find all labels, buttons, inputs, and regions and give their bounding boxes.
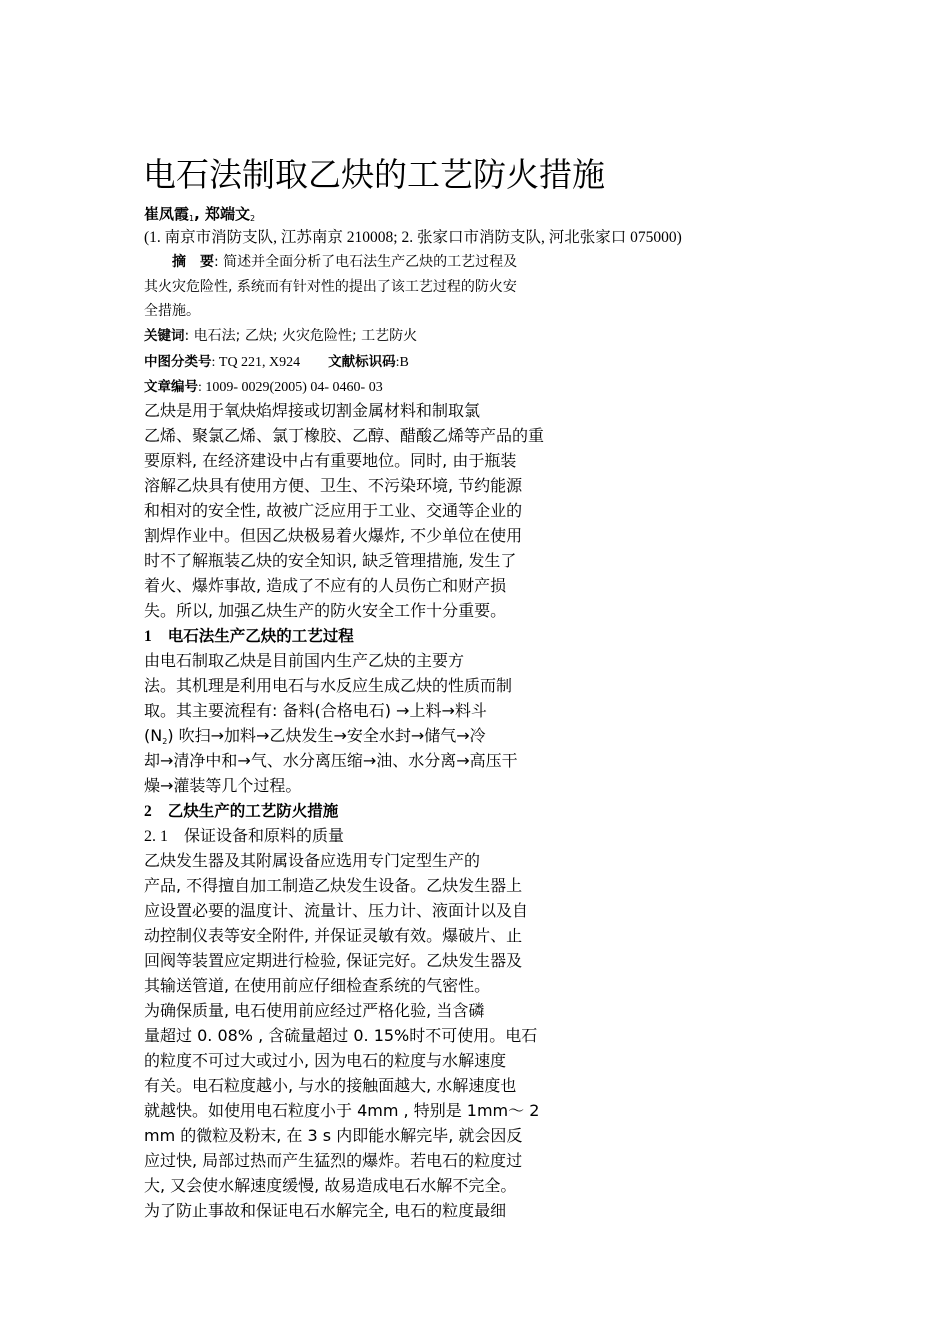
author-line [144, 204, 255, 227]
body-line: 动控制仪表等安全附件, 并保证灵敏有效。爆破片、止 [144, 926, 523, 945]
body-line: 大, 又会使水解速度缓慢, 故易造成电石水解不完全。 [144, 1176, 517, 1195]
article-number-label: 文章编号 [144, 379, 198, 395]
body-line: mm 的微粒及粉末, 在 3 s 内即能水解完毕, 就会因反 [144, 1126, 523, 1145]
author-affiliation-mark: 1 [189, 214, 195, 223]
section-heading [144, 801, 338, 822]
n2-rest: ) 吹扫→加料→乙炔发生→安全水封→储气→冷 [167, 726, 486, 745]
classification-label: 中图分类号 [144, 354, 212, 370]
body-line: 溶解乙炔具有使用方便、卫生、不污染环境, 节约能源 [144, 476, 523, 495]
body-line: 乙炔发生器及其附属设备应选用专门定型生产的 [144, 851, 481, 870]
abstract-text: : 简述并全面分析了电石法生产乙炔的工艺过程及 [214, 254, 518, 270]
author-name: 崔凤霞 [144, 205, 190, 223]
body-line: 和相对的安全性, 故被广泛应用于工业、交通等企业的 [144, 501, 523, 520]
document-code-value: :B [395, 355, 409, 370]
body-line: 割焊作业中。但因乙炔极易着火爆炸, 不少单位在使用 [144, 526, 523, 545]
body-line: 为确保质量, 电石使用前应经过严格化验, 当含磷 [144, 1001, 485, 1020]
author-affiliation-mark: 2 [250, 214, 256, 223]
abstract-line: 其火灾危险性, 系统而有针对性的提出了该工艺过程的防火安 [144, 279, 517, 295]
body-line: 由电石制取乙炔是目前国内生产乙炔的主要方 [144, 651, 465, 670]
section-heading [144, 626, 354, 647]
body-line: 为了防止事故和保证电石水解完全, 电石的粒度最细 [144, 1201, 507, 1220]
subsection-title: 保证设备和原料的质量 [184, 826, 345, 845]
abstract-line [172, 252, 517, 272]
section-number: 1 [144, 628, 152, 645]
subsection-number: 2. 1 [144, 828, 168, 845]
body-line: 时不了解瓶装乙炔的安全知识, 缺乏管理措施, 发生了 [144, 551, 517, 570]
body-line [144, 726, 486, 749]
section-title: 电石法生产乙炔的工艺过程 [167, 627, 354, 645]
body-line: 取。其主要流程有: 备料(合格电石) →上料→料斗 [144, 701, 487, 720]
body-line: 乙烯、聚氯乙烯、氯丁橡胶、乙醇、醋酸乙烯等产品的重 [144, 426, 545, 445]
author-separator: , [194, 205, 206, 223]
body-line: 燥→灌装等几个过程。 [144, 776, 302, 795]
body-line: 其输送管道, 在使用前应仔细检查系统的气密性。 [144, 976, 491, 995]
article-number-line [144, 377, 383, 398]
body-line: 要原料, 在经济建设中占有重要地位。同时, 由于瓶装 [144, 451, 517, 470]
body-line: 失。所以, 加强乙炔生产的防火安全工作十分重要。 [144, 601, 507, 620]
article-number-value: : 1009- 0029(2005) 04- 0460- 03 [198, 380, 383, 395]
document-code-label: 文献标识码 [328, 354, 396, 370]
body-line: 乙炔是用于氧炔焰焊接或切割金属材料和制取氯 [144, 401, 481, 420]
body-line: 量超过 0. 08% , 含硫量超过 0. 15%时不可使用。电石 [144, 1026, 538, 1045]
body-line: 就越快。如使用电石粒度小于 4mm , 特别是 1mm～ 2 [144, 1101, 540, 1120]
affiliation: (1. 南京市消防支队, 江苏南京 210008; 2. 张家口市消防支队, 河北张家口 075000) [144, 229, 682, 246]
keywords-label: 关键词 [144, 328, 185, 344]
classification-line [144, 352, 409, 373]
paper-title: 电石法制取乙炔的工艺防火措施 [143, 155, 605, 194]
author-name: 郑端文 [205, 205, 251, 223]
section-number: 2 [144, 803, 152, 820]
body-line: 却→清净中和→气、水分离压缩→油、水分离→高压干 [144, 751, 518, 770]
abstract-label: 摘 要 [172, 254, 214, 270]
body-line: 回阀等装置应定期进行检验, 保证完好。乙炔发生器及 [144, 951, 523, 970]
keywords-text: : 电石法; 乙炔; 火灾危险性; 工艺防火 [184, 328, 418, 344]
body-line: 着火、爆炸事故, 造成了不应有的人员伤亡和财产损 [144, 576, 507, 595]
body-line: 的粒度不可过大或过小, 因为电石的粒度与水解速度 [144, 1051, 507, 1070]
abstract-line: 全措施。 [144, 303, 200, 319]
body-line: 应设置必要的温度计、流量计、压力计、液面计以及自 [144, 901, 529, 920]
classification-value: : TQ 221, X924 [211, 355, 301, 370]
section-title: 乙炔生产的工艺防火措施 [167, 802, 339, 820]
keywords-line [144, 326, 417, 346]
subsection-heading [144, 826, 344, 847]
n2-open: (N [144, 726, 163, 745]
body-line: 有关。电石粒度越小, 与水的接触面越大, 水解速度也 [144, 1076, 517, 1095]
body-line: 产品, 不得擅自加工制造乙炔发生设备。乙炔发生器上 [144, 876, 523, 895]
body-line: 应过快, 局部过热而产生猛烈的爆炸。若电石的粒度过 [144, 1151, 523, 1170]
n2-subscript: 2 [162, 737, 168, 746]
body-line: 法。其机理是利用电石与水反应生成乙炔的性质而制 [144, 676, 513, 695]
